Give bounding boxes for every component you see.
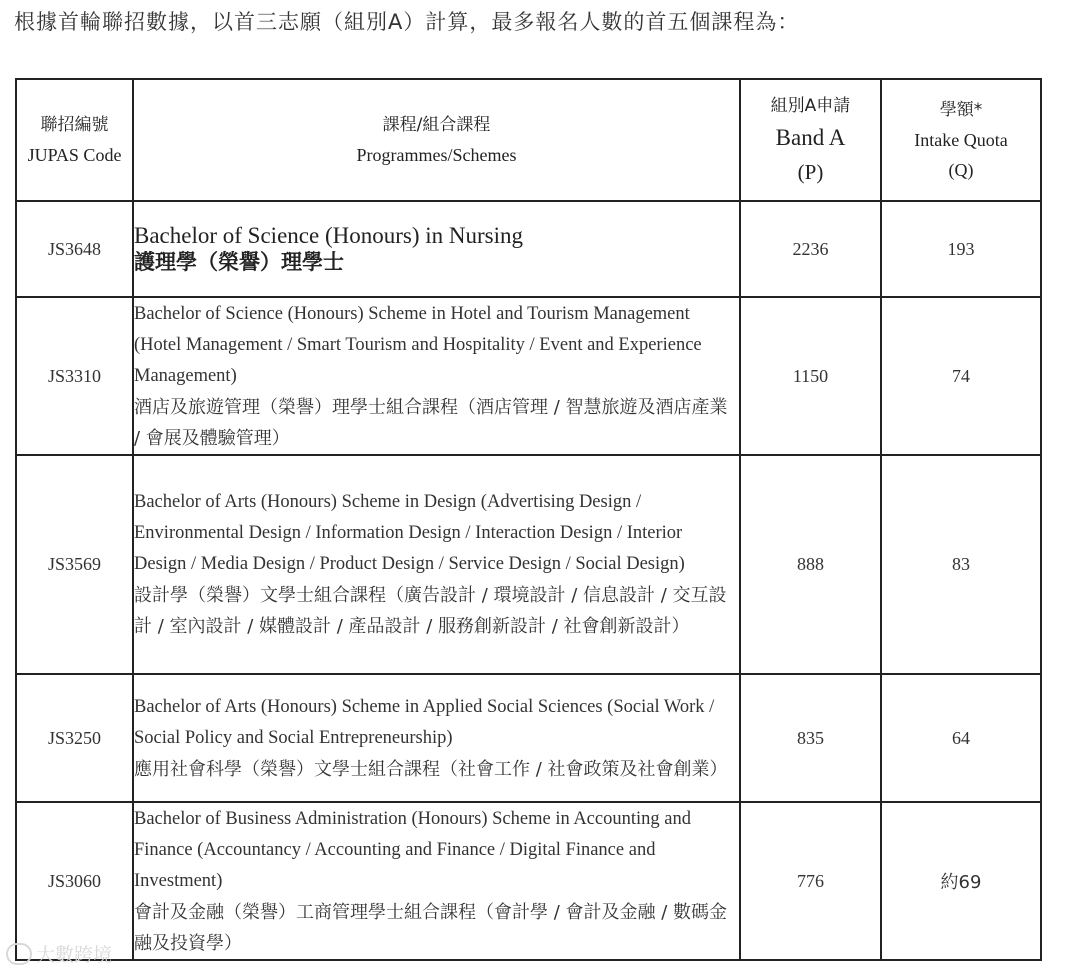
- row-intake-quota: 193: [881, 201, 1041, 297]
- header-banda-symbol: (P): [797, 160, 824, 184]
- watermark: [6, 940, 112, 967]
- row-programme: [133, 297, 740, 455]
- watermark-logo-icon: [6, 943, 32, 965]
- table-header-row: [16, 79, 1041, 201]
- programmes-table: [15, 78, 1042, 961]
- programme-name-en: Bachelor of Business Administration (Honours) Scheme in Accounting and Finance (Accountancy / Accounting and Finance / Digital Finance and Investment): [134, 808, 691, 891]
- row-jupas-code: JS3569: [16, 455, 133, 674]
- row-jupas-code: JS3648: [16, 201, 133, 297]
- row-programme: [133, 802, 740, 960]
- row-jupas-code: JS3250: [16, 674, 133, 802]
- row-intake-quota: 64: [881, 674, 1041, 802]
- row-band-a: 1150: [740, 297, 881, 455]
- row-band-a: 888: [740, 455, 881, 674]
- table-row: [16, 802, 1041, 960]
- header-jupas-code: [16, 79, 133, 201]
- row-programme: [133, 201, 740, 297]
- header-quota-zh: 學額*: [939, 100, 983, 120]
- header-prog-zh: 課程/組合課程: [382, 115, 491, 135]
- header-quota-en: Intake Quota: [914, 130, 1008, 150]
- table-row: [16, 297, 1041, 455]
- header-prog-en: Programmes/Schemes: [356, 145, 517, 165]
- row-intake-quota: 74: [881, 297, 1041, 455]
- header-intake-quota: [881, 79, 1041, 201]
- table-row: [16, 455, 1041, 674]
- row-band-a: 776: [740, 802, 881, 960]
- table-row: [16, 674, 1041, 802]
- programme-name-zh: 設計學（榮譽）文學士組合課程（廣告設計 / 環境設計 / 信息設計 / 交互設計 / 室內設計 / 媒體設計 / 產品設計 / 服務創新設計 / 社會創新設計）: [134, 585, 727, 637]
- programme-name-en: Bachelor of Arts (Honours) Scheme in Design (Advertising Design / Environmental Design / Information Design / Interaction Design / Interior Design / Media Design / Product Design / Service Design / Social Design): [134, 492, 685, 574]
- header-code-en: JUPAS Code: [27, 145, 122, 165]
- programme-name-zh: 酒店及旅遊管理（榮譽）理學士組合課程（酒店管理 / 智慧旅遊及酒店產業 / 會展及體驗管理）: [134, 396, 728, 449]
- row-band-a: 835: [740, 674, 881, 802]
- watermark-text: 大數跨境: [36, 944, 113, 966]
- programme-name-zh: 應用社會科學（榮譽）文學士組合課程（社會工作 / 社會政策及社會創業）: [134, 758, 728, 780]
- page-heading: 根據首輪聯招數據，以首三志願（組別A）計算，最多報名人數的首五個課程為：: [14, 10, 800, 34]
- row-programme: [133, 455, 740, 674]
- row-jupas-code: JS3310: [16, 297, 133, 455]
- row-programme: [133, 674, 740, 802]
- header-banda-zh: 組別A申請: [770, 96, 851, 116]
- header-programmes: [133, 79, 740, 201]
- programme-name-en: Bachelor of Arts (Honours) Scheme in Applied Social Sciences (Social Work / Social Policy and Social Entrepreneurship): [134, 696, 715, 748]
- header-band-a: [740, 79, 881, 201]
- row-band-a: 2236: [740, 201, 881, 297]
- row-jupas-code: JS3060: [16, 802, 133, 960]
- header-code-zh: 聯招編號: [40, 115, 109, 135]
- programme-name-zh: 護理學（榮譽）理學士: [134, 250, 344, 274]
- header-quota-symbol: (Q): [948, 160, 974, 180]
- programme-name-en: Bachelor of Science (Honours) Scheme in Hotel and Tourism Management (Hotel Management / Smart Tourism and Hospitality / Event and Experience Management): [134, 303, 702, 386]
- quota-value: 約69: [940, 872, 982, 893]
- row-intake-quota: [881, 802, 1041, 960]
- row-intake-quota: 83: [881, 455, 1041, 674]
- programme-name-en: Bachelor of Science (Honours) in Nursing: [134, 223, 523, 248]
- programme-name-zh: 會計及金融（榮譽）工商管理學士組合課程（會計學 / 會計及金融 / 數碼金融及投資學）: [134, 901, 728, 954]
- header-banda-en: Band A: [775, 125, 846, 150]
- table-row: [16, 201, 1041, 297]
